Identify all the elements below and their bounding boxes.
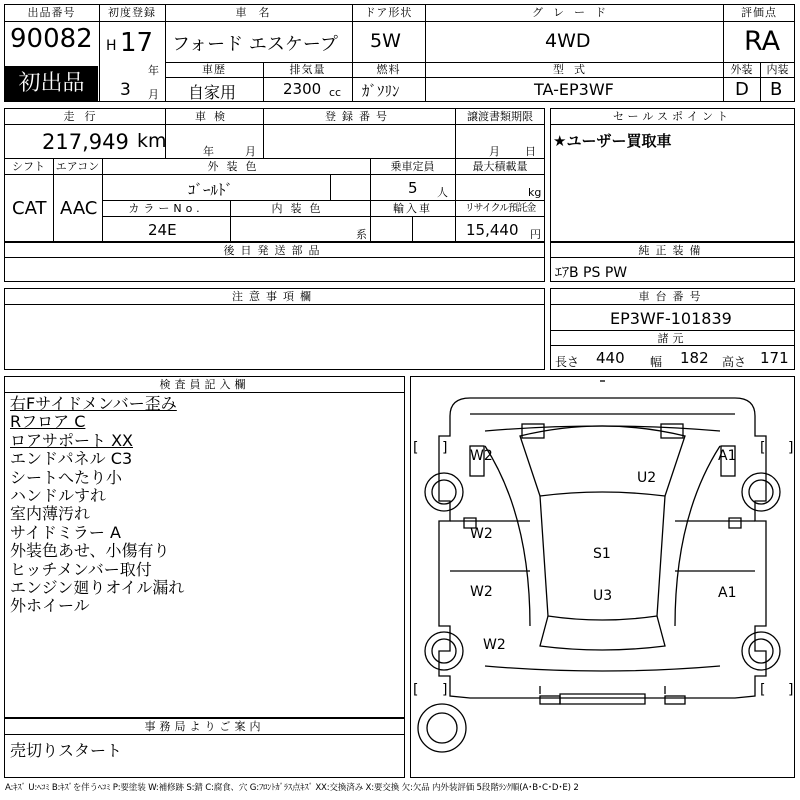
max-load-label: 最大積載量 <box>472 160 528 173</box>
note-line: Rフロア C <box>10 412 86 432</box>
grade-label: グレード <box>532 6 616 19</box>
mileage: 217,949 <box>42 130 129 154</box>
transfer-label: 譲渡書類期限 <box>467 110 533 123</box>
interior-label: 内装 <box>766 63 789 76</box>
reg-month: 3 <box>120 80 131 100</box>
reg-no-label: 登録番号 <box>325 110 393 123</box>
history: 自家用 <box>188 83 237 102</box>
door-label: ドア形状 <box>364 6 413 19</box>
bracket-mark: [ <box>413 682 419 698</box>
damage-mark: W2 <box>470 448 493 464</box>
month-unit: 月 <box>148 88 159 101</box>
note-line: 右Fサイドメンバー歪み <box>10 394 177 413</box>
width-label: 幅 <box>650 355 663 369</box>
color-no: 24E <box>148 221 177 239</box>
displacement-label: 排気量 <box>289 63 326 76</box>
inspector-notes <box>10 395 184 616</box>
note-line: サイドミラー A <box>10 522 121 542</box>
legend-footer: A:ｷｽﾞ U:ﾍｺﾐ B:ｷｽﾞを伴うﾍｺﾐ P:要塗装 W:補修跡 S:錆 C:腐食、穴 G:ﾌﾛﾝﾄｶﾞﾗｽ点ｷｽﾞ XX:交換済み X:要交換 欠:欠品 内外装評価 5段階ﾗﾝｸ順(A･B･C･D･E) 2 <box>5 783 579 793</box>
note-line: 室内薄汚れ <box>10 504 91 524</box>
max-load-unit: kg <box>528 186 542 199</box>
model-label: 型式 <box>553 63 595 76</box>
mileage-unit: km <box>137 130 167 152</box>
ac: AAC <box>60 198 98 219</box>
color-label: 外装色 <box>207 160 265 173</box>
note-line: ヒッチメンバー取付 <box>10 559 152 579</box>
equipment-label: 純正装備 <box>638 244 707 257</box>
damage-mark: U3 <box>593 588 613 604</box>
score-label: 評価点 <box>741 6 777 19</box>
transfer-month: 月 <box>489 145 500 158</box>
inspection-month: 月 <box>245 145 256 158</box>
year-unit: 年 <box>148 64 159 77</box>
caution-label: 注意事項欄 <box>232 290 317 303</box>
sales-point-block <box>550 108 795 242</box>
vehicle-info-block <box>4 108 545 242</box>
fuel-label: 燃料 <box>376 63 401 76</box>
inspector-label: 検査員記入欄 <box>159 378 250 391</box>
recycle-unit: 円 <box>530 228 541 241</box>
score: RA <box>744 26 781 57</box>
displacement-unit: cc <box>329 86 342 99</box>
chassis-label: 車台番号 <box>638 290 707 303</box>
interior-color-unit: 系 <box>356 228 367 241</box>
lot-no-label: 出品番号 <box>27 6 76 19</box>
first-reg-label: 初度登録 <box>108 6 156 19</box>
shift-label: シフト <box>12 160 45 173</box>
note-line: エンドパネル C3 <box>10 449 133 469</box>
exterior-grade: D <box>735 79 749 100</box>
color-no-label: カラーNo. <box>128 202 204 215</box>
note-line: 外装色あせ、小傷有り <box>10 541 170 561</box>
office-text: 売切りスタート <box>10 741 123 760</box>
bracket-mark: [ <box>413 440 419 456</box>
transfer-day: 日 <box>525 145 536 158</box>
height-label: 高さ <box>722 355 747 369</box>
grade: 4WD <box>545 30 591 52</box>
exterior-label: 外装 <box>730 63 753 76</box>
history-label: 車歴 <box>202 63 226 76</box>
equipment-text: ｴｱB PS PW <box>555 265 628 281</box>
height: 171 <box>760 349 789 367</box>
bracket-mark: [ <box>760 682 766 698</box>
bracket-mark: ] <box>442 682 448 698</box>
model: TA-EP3WF <box>534 80 614 99</box>
damage-mark: U2 <box>637 470 657 486</box>
interior-color-label: 内装色 <box>271 202 329 215</box>
capacity-label: 乗車定員 <box>390 160 435 173</box>
inspection-year: 年 <box>203 145 214 158</box>
damage-mark: W2 <box>483 637 506 653</box>
era: H <box>106 38 117 54</box>
sales-point-text: ★ユーザー買取車 <box>553 132 672 150</box>
bracket-mark: [ <box>760 440 766 456</box>
length: 440 <box>596 349 625 367</box>
note-line: シートへたり小 <box>10 467 123 487</box>
car-name-label: 車名 <box>235 6 282 19</box>
reg-year: 17 <box>120 28 154 58</box>
fuel: ｶﾞｿﾘﾝ <box>362 82 400 100</box>
damage-mark: A1 <box>718 448 737 464</box>
car-name: フォード エスケープ <box>172 34 338 55</box>
note-line: ロアサポート XX <box>10 430 134 450</box>
bracket-mark: ] <box>788 682 794 698</box>
recycle-label: リサイクル預託金 <box>464 203 536 214</box>
bracket-mark: ] <box>442 440 448 456</box>
first-listing-badge: 初出品 <box>5 66 98 101</box>
chassis-number: EP3WF-101839 <box>610 309 732 328</box>
lot-number: 90082 <box>10 24 93 54</box>
sales-point-label: セールスポイント <box>612 110 732 123</box>
ac-label: エアコン <box>55 160 100 173</box>
note-line: エンジン廻りオイル漏れ <box>10 578 185 598</box>
displacement: 2300 <box>283 80 322 98</box>
damage-mark: W2 <box>470 584 493 600</box>
dims-label: 諸元 <box>657 332 688 345</box>
width: 182 <box>680 349 709 367</box>
shift: CAT <box>12 198 47 219</box>
damage-mark: A1 <box>718 585 737 601</box>
damage-mark: S1 <box>593 546 611 562</box>
interior-grade: B <box>770 79 783 100</box>
note-line: 外ホイール <box>10 596 90 616</box>
capacity-unit: 人 <box>437 186 448 199</box>
length-label: 長さ <box>555 355 580 369</box>
mileage-label: 走行 <box>63 110 106 123</box>
import-label: 輸入車 <box>393 202 432 215</box>
office-label: 事務局よりご案内 <box>144 720 265 733</box>
recycle-fee: 15,440 <box>466 221 519 239</box>
bracket-mark: ] <box>788 440 794 456</box>
color: ｺﾞｰﾙﾄﾞ <box>188 181 234 199</box>
damage-mark: W2 <box>470 526 493 542</box>
capacity: 5 <box>408 179 418 197</box>
door-shape: 5W <box>370 30 401 52</box>
later-parts-label: 後日発送部品 <box>223 244 326 257</box>
inspection-label: 車検 <box>195 110 233 123</box>
car-diagram <box>410 376 795 778</box>
note-line: ハンドルすれ <box>10 486 107 506</box>
